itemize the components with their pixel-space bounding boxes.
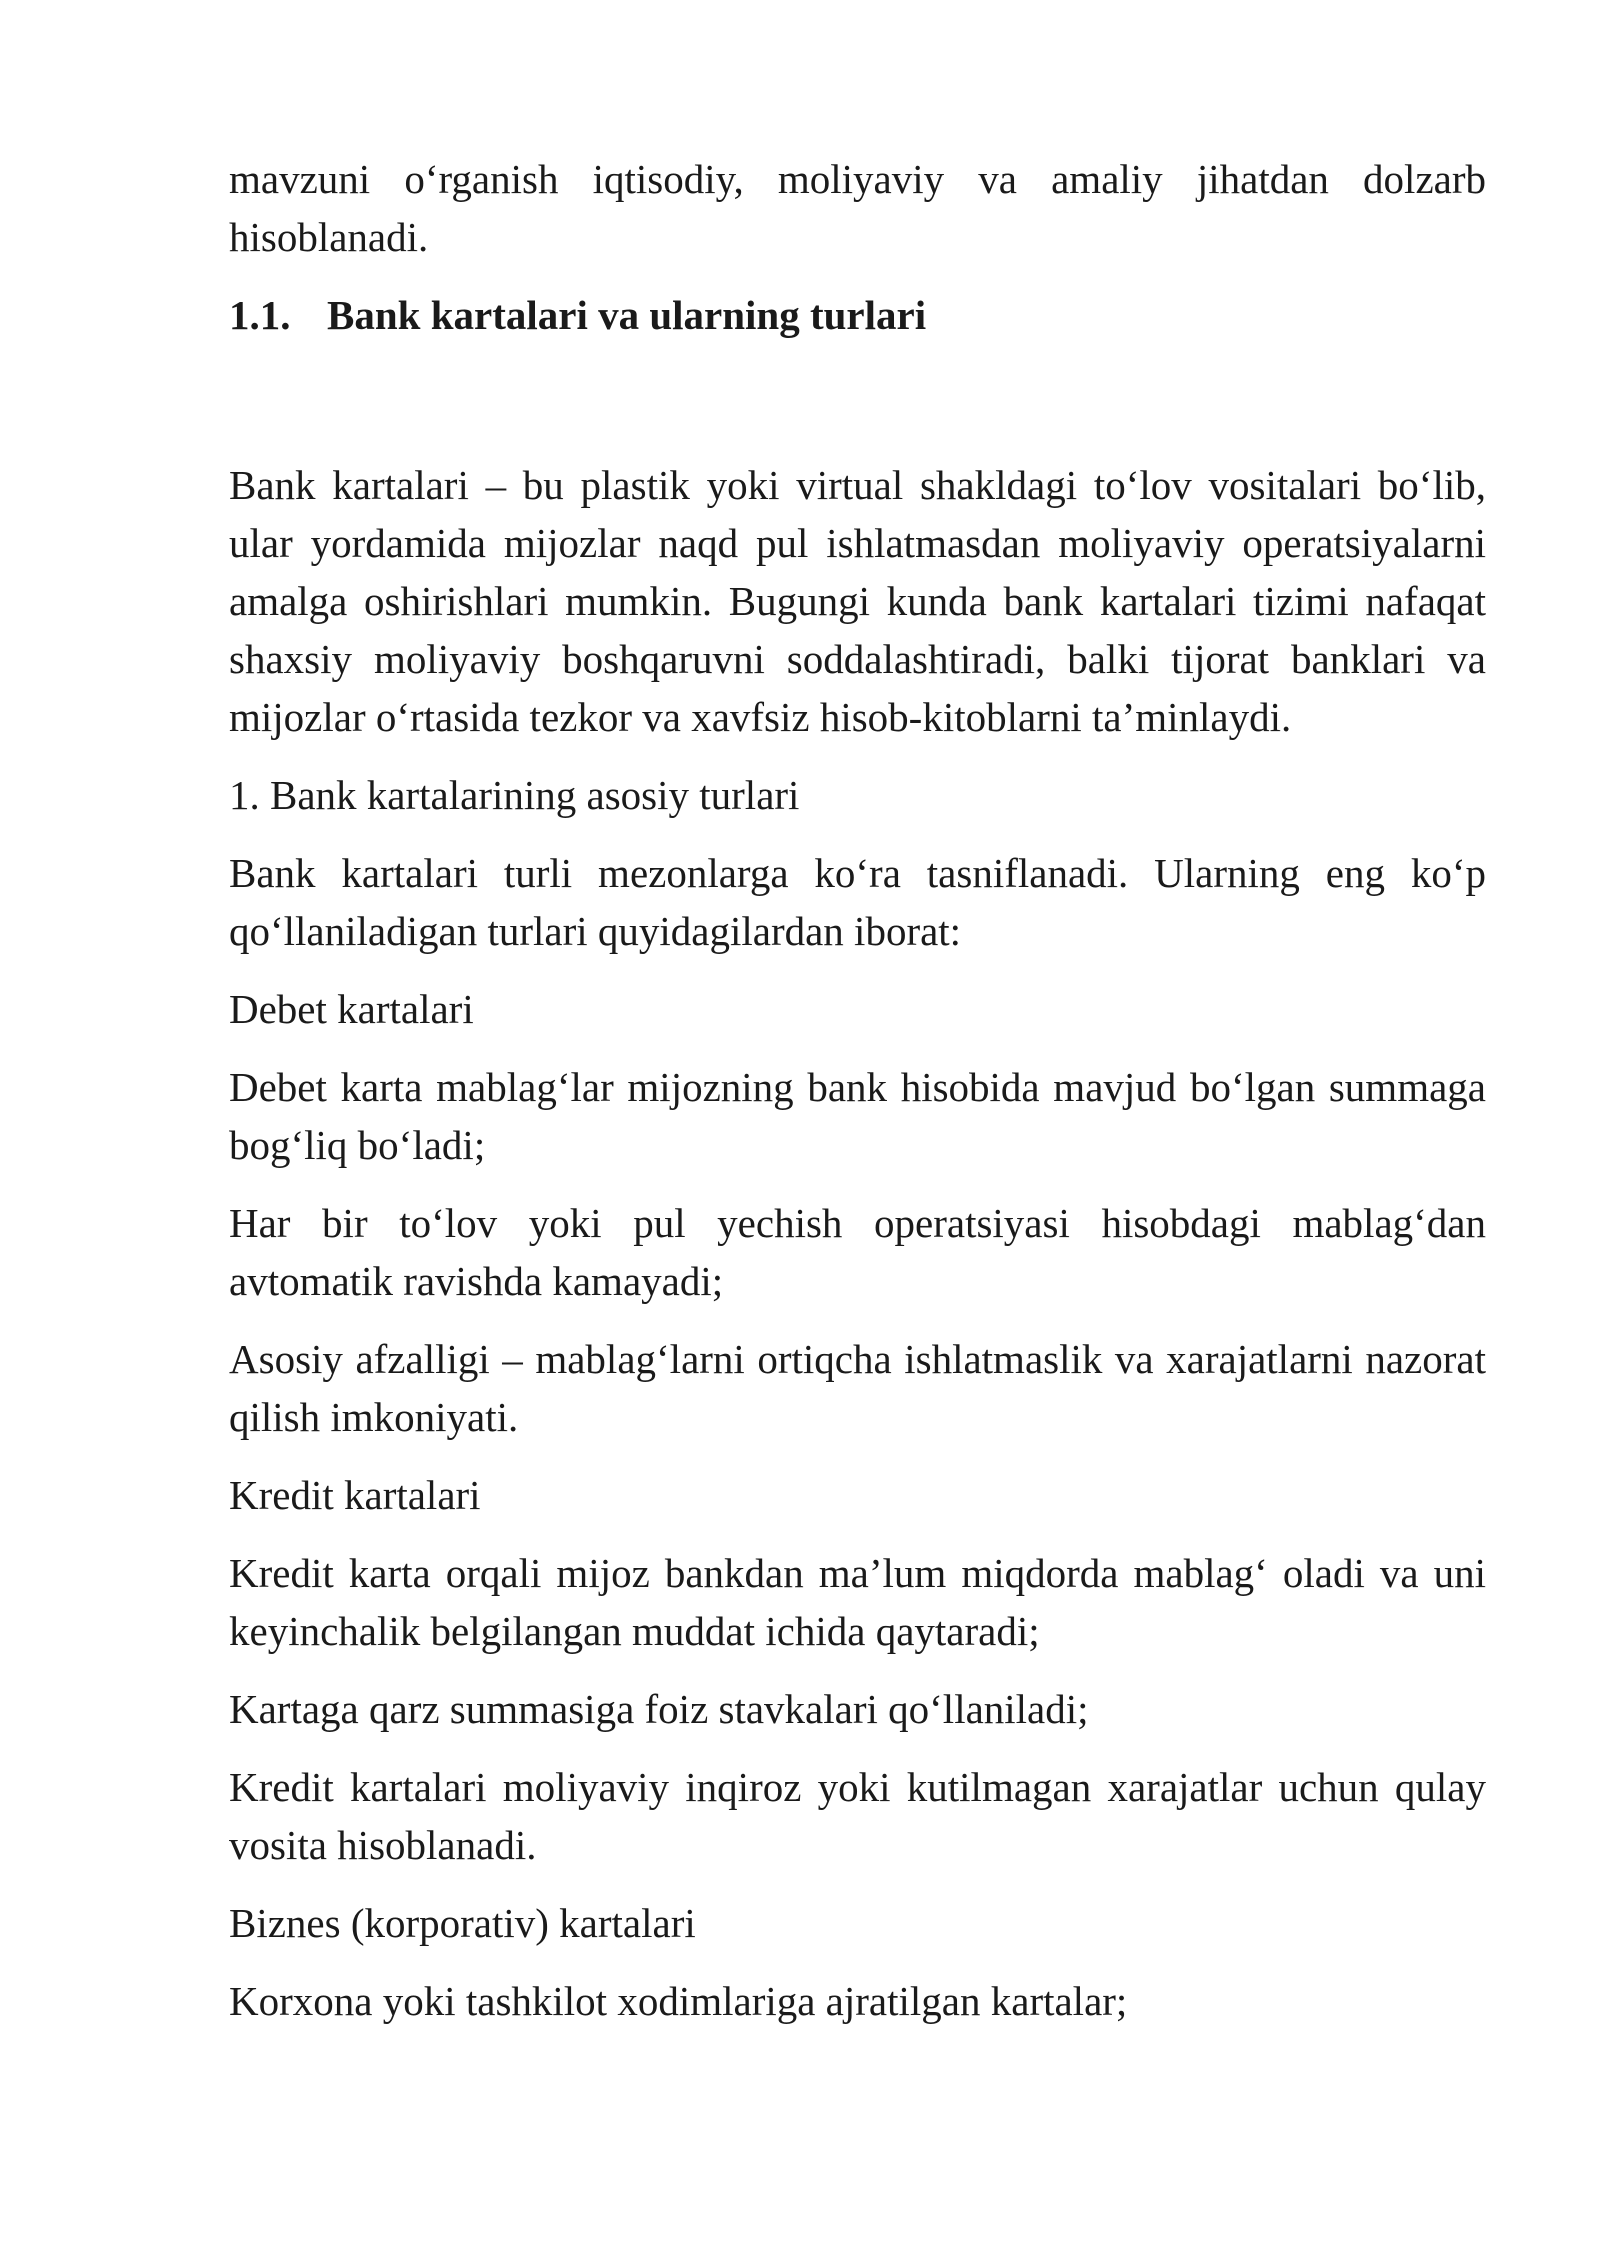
debit-point-2: Har bir to‘lov yoki pul yechish operatsiyasi hisobdagi mablag‘dan avtomatik ravishda kamayadi; [229, 1200, 1486, 1304]
debit-cards-label: Debet kartalari [229, 986, 474, 1032]
debit-point-1: Debet karta mablag‘lar mijozning bank hisobida mavjud bo‘lgan summaga bog‘liq bo‘ladi; [229, 1064, 1486, 1168]
classification-paragraph: Bank kartalari turli mezonlarga ko‘ra tasniflanadi. Ularning eng ko‘p qo‘llaniladigan turlari quyidagilardan iborat: [229, 850, 1486, 954]
credit-cards-label: Kredit kartalari [229, 1472, 481, 1518]
business-point-1: Korxona yoki tashkilot xodimlariga ajratilgan kartalar; [229, 1978, 1128, 2024]
definition-paragraph: Bank kartalari – bu plastik yoki virtual shakldagi to‘lov vositalari bo‘lib, ular yordamida mijozlar naqd pul ishlatmasdan moliyaviy operatsiyalarni amalga oshirishlari mumkin. Bugungi kunda bank kartalari tizimi nafaqat shaxsiy moliyaviy boshqaruvni soddalashtiradi, balki tijorat banklari va mijozlar o‘rtasida tezkor va xavfsiz hisob-kitoblarni ta’minlaydi. [229, 462, 1486, 740]
debit-point-3: Asosiy afzalligi – mablag‘larni ortiqcha ishlatmaslik va xarajatlarni nazorat qilish imkoniyati. [229, 1336, 1486, 1440]
document-page [229, 150, 1486, 2050]
business-cards-label: Biznes (korporativ) kartalari [229, 1900, 696, 1946]
subsection-title: 1. Bank kartalarining asosiy turlari [229, 772, 800, 818]
section-heading [229, 286, 1486, 344]
intro-paragraph: mavzuni o‘rganish iqtisodiy, moliyaviy va amaliy jihatdan dolzarb hisoblanadi. [229, 156, 1486, 260]
section-number: 1.1. [229, 292, 291, 338]
section-title: Bank kartalari va ularning turlari [327, 292, 927, 338]
credit-point-2: Kartaga qarz summasiga foiz stavkalari qo‘llaniladi; [229, 1686, 1089, 1732]
credit-point-3: Kredit kartalari moliyaviy inqiroz yoki kutilmagan xarajatlar uchun qulay vosita hisoblanadi. [229, 1764, 1486, 1868]
credit-point-1: Kredit karta orqali mijoz bankdan ma’lum miqdorda mablag‘ oladi va uni keyinchalik belgilangan muddat ichida qaytaradi; [229, 1550, 1486, 1654]
